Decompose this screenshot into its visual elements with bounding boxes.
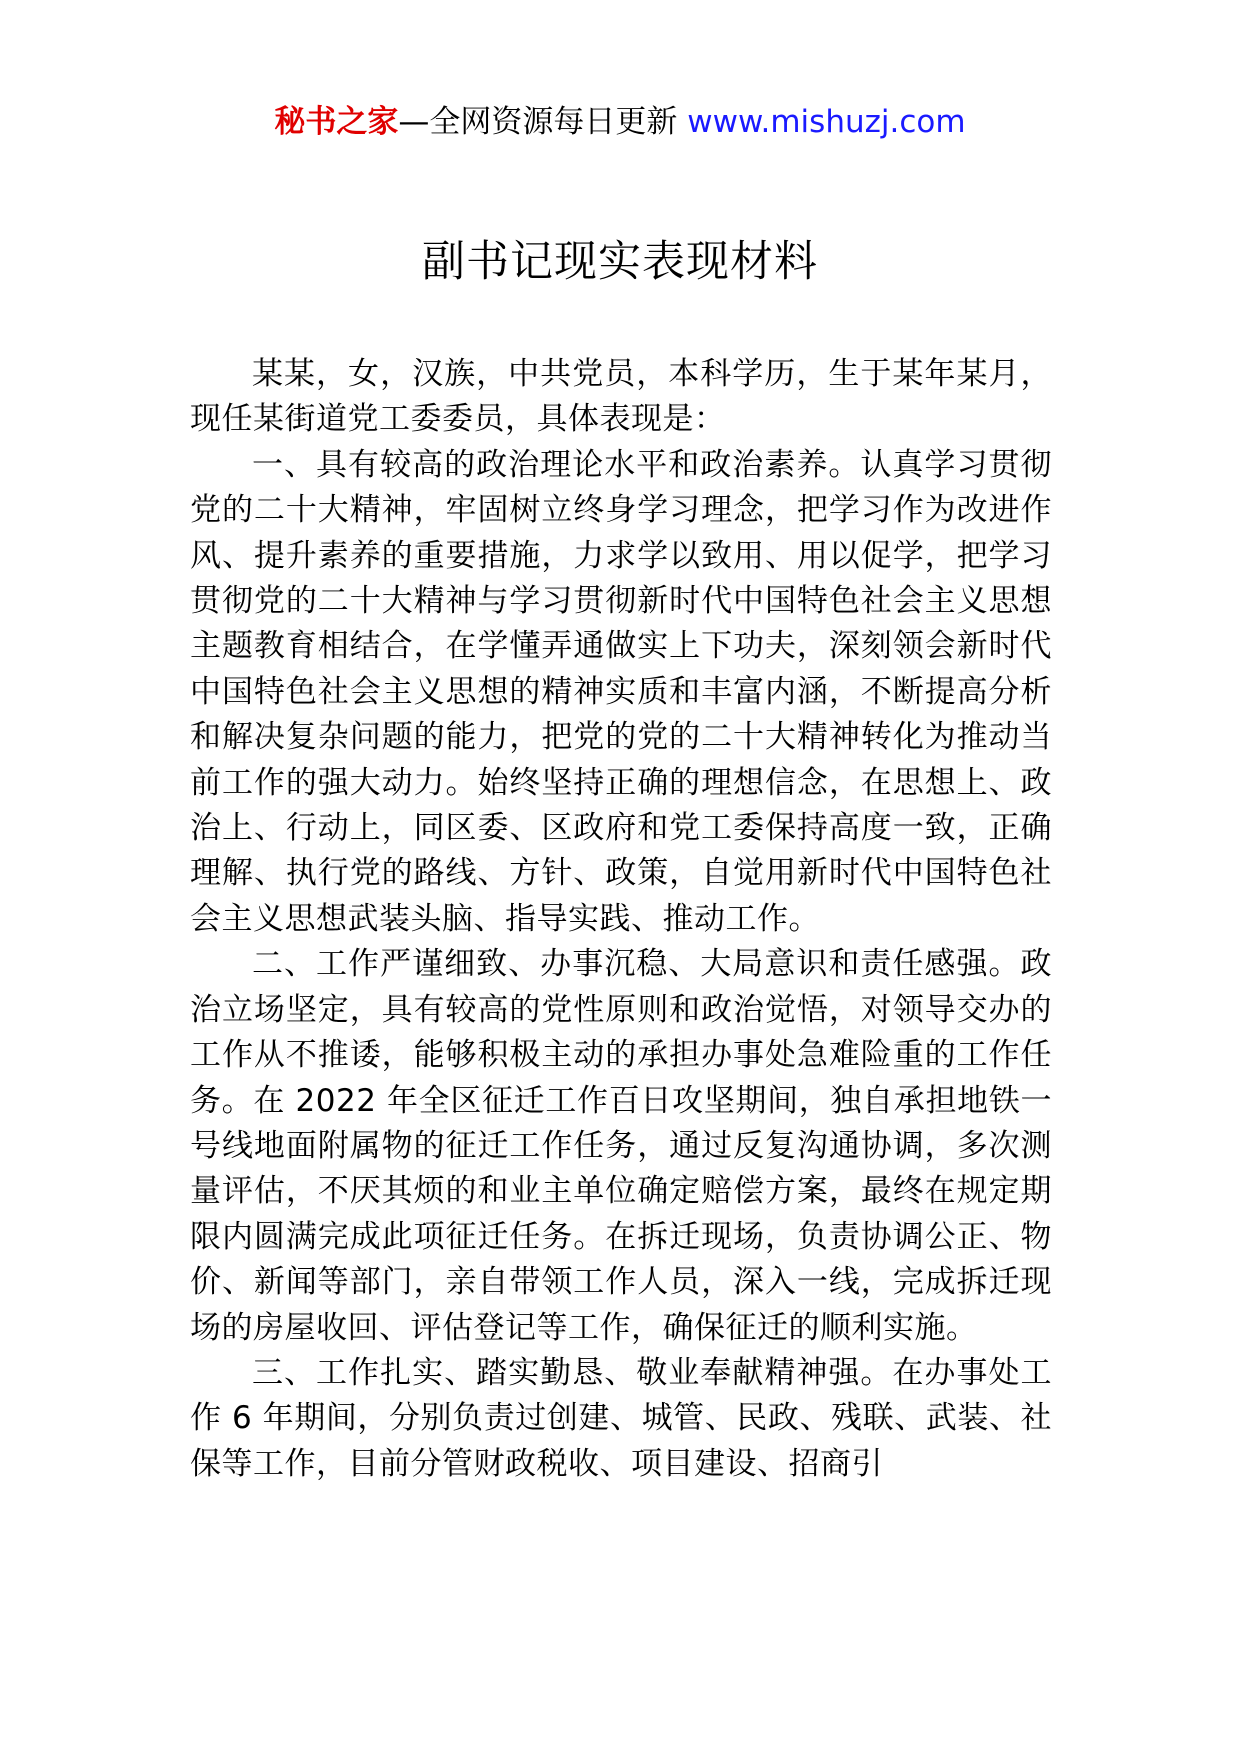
paragraph-section-2: 二、工作严谨细致、办事沉稳、大局意识和责任感强。政治立场坚定，具有较高的党性原则和政治觉悟，对领导交办的工作从不推诿，能够积极主动的承担办事处急难险重的工作任务。在 2022 年全区征迁工作百日攻坚期间，独自承担地铁一号线地面附属物的征迁工作任务，通过反复沟通协调，多次测量评估，不厌其烦的和业主单位确定赔偿方案，最终在规定期限内圆满完成此项征迁任务。在拆迁现场，负责协调公正、物价、新闻等部门，亲自带领工作人员，深入一线，完成拆迁现场的房屋收回、评估登记等工作，确保征迁的顺利实施。: [190, 946, 1052, 1346]
brand-name: 秘书之家: [274, 104, 399, 140]
document-title: 副书记现实表现材料: [422, 237, 818, 287]
paragraph-section-3: 三、工作扎实、踏实勤恳、敬业奉献精神强。在办事处工作 6 年期间，分别负责过创建、城管、民政、残联、武装、社保等工作，目前分管财政税收、项目建设、招商引: [190, 1354, 1052, 1482]
paragraph-section-1: 一、具有较高的政治理论水平和政治素养。认真学习贯彻党的二十大精神，牢固树立终身学习理念，把学习作为改进作风、提升素养的重要措施，力求学以致用、用以促学，把学习贯彻党的二十大精神与学习贯彻新时代中国特色社会主义思想主题教育相结合，在学懂弄通做实上下功夫，深刻领会新时代中国特色社会主义思想的精神实质和丰富内涵，不断提高分析和解决复杂问题的能力，把党的党的二十大精神转化为推动当前工作的强大动力。始终坚持正确的理想信念，在思想上、政治上、行动上，同区委、区政府和党工委保持高度一致，正确理解、执行党的路线、方针、政策，自觉用新时代中国特色社会主义思想武装头脑、指导实践、推动工作。: [190, 446, 1052, 937]
paragraph-intro: 某某，女，汉族，中共党员，本科学历，生于某年某月，现任某街道党工委委员，具体表现是：: [190, 356, 1052, 438]
site-url-link[interactable]: www.mishuzj.com: [687, 104, 966, 140]
site-header: [0, 100, 1240, 144]
document-body: [190, 352, 1052, 1487]
header-tagline: —全网资源每日更新: [398, 104, 688, 140]
